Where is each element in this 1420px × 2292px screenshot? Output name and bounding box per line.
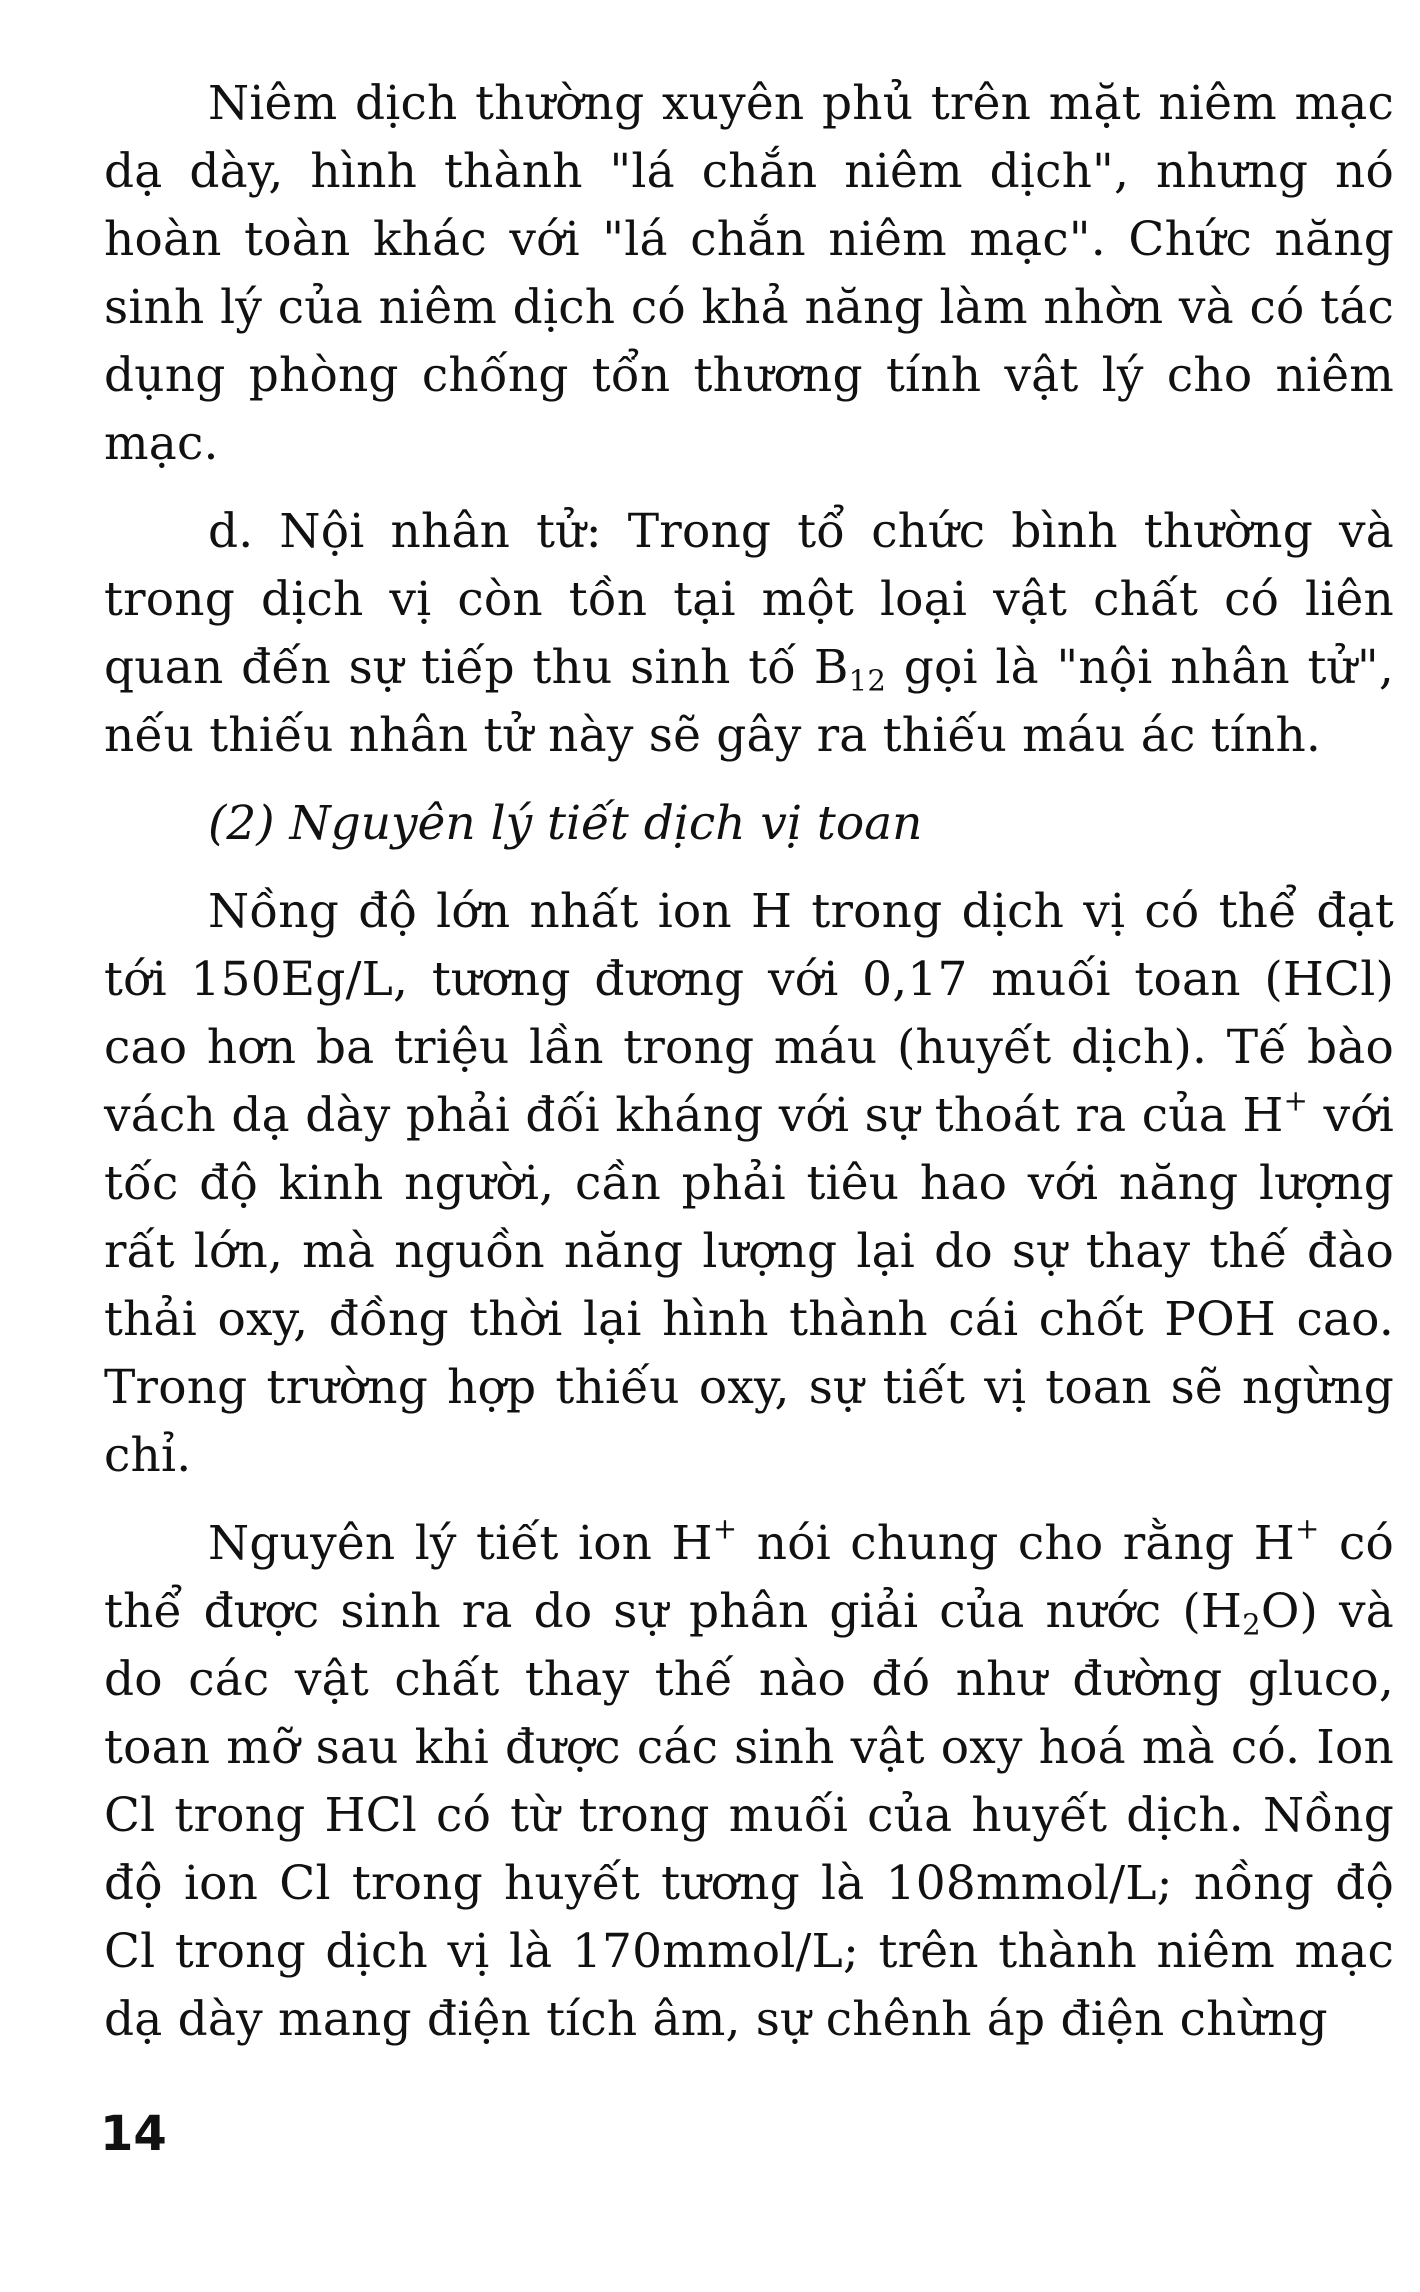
paragraph-mucus: [104, 70, 1394, 478]
paragraph-secretion-text-3: có thể được sinh ra do sự phân giải của nước (H: [104, 1516, 1394, 1639]
paragraph-intrinsic-factor-text-2: gọi là "nội nhân tử", nếu thiếu nhân tử này sẽ gây ra thiếu máu ác tính.: [104, 640, 1394, 763]
paragraph-secretion-text-1: Nguyên lý tiết ion H: [208, 1516, 713, 1571]
section-heading: (2) Nguyên lý tiết dịch vị toan: [208, 796, 923, 851]
paragraph-h-ion-text-2: với tốc độ kinh người, cần phải tiêu hao với năng lượng rất lớn, mà nguồn năng lượng lại do sự thay thế đào thải oxy, đồng thời lại hình thành cái chốt POH cao. Trong trường hợp thiếu oxy, sự tiết vị toan sẽ ngừng chỉ.: [104, 1088, 1394, 1483]
page-number: 14: [100, 2106, 167, 2162]
superscript-plus: +: [1283, 1083, 1309, 1118]
body-text: [104, 70, 1394, 2054]
paragraph-mucus-text: Niêm dịch thường xuyên phủ trên mặt niêm mạc dạ dày, hình thành "lá chắn niêm dịch", nhưng nó hoàn toàn khác với "lá chắn niêm mạc". Chức năng sinh lý của niêm dịch có khả năng làm nhờn và có tác dụng phòng chống tổn thương tính vật lý cho niêm mạc.: [104, 76, 1394, 471]
subscript-2: 2: [1242, 1607, 1261, 1642]
superscript-plus-2: +: [1294, 1511, 1320, 1546]
paragraph-secretion-text-4: O) và do các vật chất thay thế nào đó như đường gluco, toan mỡ sau khi được các sinh vật oxy hoá mà có. Ion Cl trong HCl có từ trong muối của huyết dịch. Nồng độ ion Cl trong huyết tương là 108mmol/L; nồng độ Cl trong dịch vị là 170mmol/L; trên thành niêm mạc dạ dày mang điện tích âm, sự chênh áp điện chừng: [104, 1584, 1394, 2047]
paragraph-secretion-text-2: nói chung cho rằng H: [737, 1516, 1295, 1571]
paragraph-h-ion-concentration: [104, 878, 1394, 1490]
superscript-plus-1: +: [712, 1511, 738, 1546]
paragraph-h-ion-secretion: [104, 1510, 1394, 2054]
paragraph-intrinsic-factor-text-1: d. Nội nhân tử: Trong tổ chức bình thường và trong dịch vị còn tồn tại một loại vật chất có liên quan đến sự tiếp thu sinh tố B: [104, 504, 1394, 695]
paragraph-intrinsic-factor: [104, 498, 1394, 770]
paragraph-h-ion-text-1: Nồng độ lớn nhất ion H trong dịch vị có thể đạt tới 150Eg/L, tương đương với 0,17 muối toan (HCl) cao hơn ba triệu lần trong máu (huyết dịch). Tế bào vách dạ dày phải đối kháng với sự thoát ra của H: [104, 884, 1394, 1143]
subscript-12: 12: [848, 663, 887, 698]
